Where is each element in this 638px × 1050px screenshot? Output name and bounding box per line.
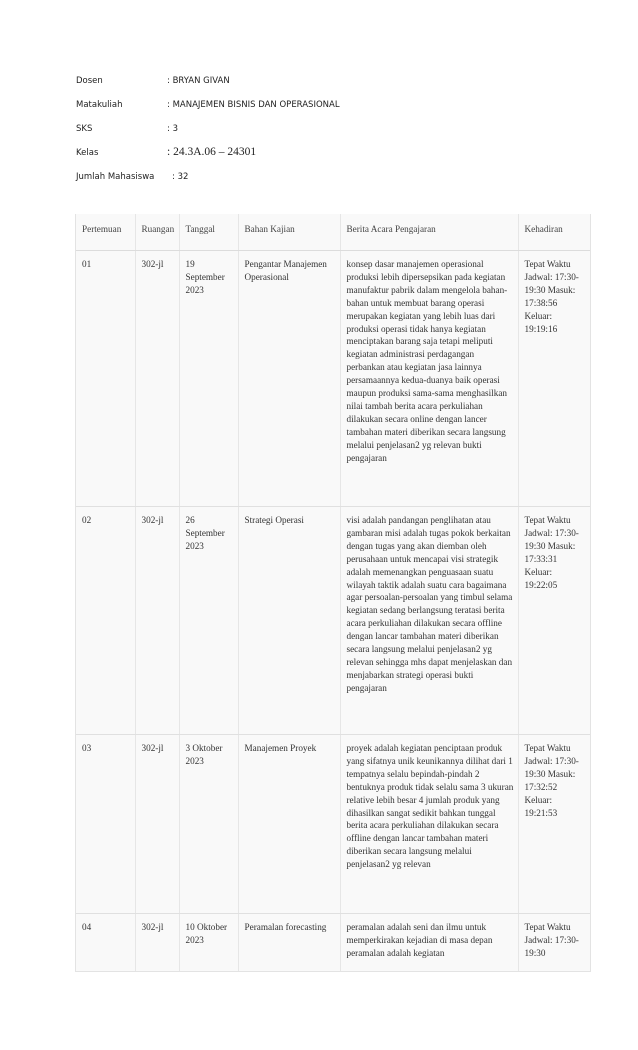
cell-pertemuan: 03	[76, 735, 135, 914]
matakuliah-value: : MANAJEMEN BISNIS DAN OPERASIONAL	[167, 100, 340, 110]
attendance-table-container	[75, 214, 591, 972]
cell-kehadiran: Tepat Waktu Jadwal: 17:30-19:30 Masuk: 17:32:52 Keluar: 19:21:53	[518, 735, 590, 914]
cell-pertemuan: 02	[76, 507, 135, 735]
table-row	[76, 914, 590, 973]
kelas-label: Kelas	[76, 148, 99, 158]
header-bahan-kajian: Bahan Kajian	[238, 214, 340, 251]
matakuliah-label: Matakuliah	[76, 100, 123, 110]
header-tanggal: Tanggal	[179, 214, 238, 251]
cell-pertemuan: 04	[76, 914, 135, 973]
header-kehadiran: Kehadiran	[518, 214, 590, 251]
dosen-value: : BRYAN GIVAN	[167, 76, 230, 86]
cell-berita-acara: visi adalah pandangan penglihatan atau gambaran misi adalah tugas pokok berkaitan dengan tugas yang akan diemban oleh perusahaan untuk mencapai visi strategik adalah memenangkan penguasaan suatu wilayah taktik adalah suatu cara bagaimana agar persoalan-persoalan yang timbul selama kegiatan sedang berlangsung teratasi berita acara perkuliahan dilakukan secara offline dengan lancar tambahan materi diberikan secara langsung melalui penjelasan2 yg relevan sehingga mhs dapat menjelaskan dan menjabarkan strategi operasi bukti pengajaran	[340, 507, 518, 735]
cell-ruangan: 302-jl	[135, 735, 179, 914]
cell-ruangan: 302-jl	[135, 251, 179, 507]
header-ruangan: Ruangan	[135, 214, 179, 251]
cell-bahan-kajian: Peramalan forecasting	[238, 914, 340, 973]
cell-kehadiran: Tepat Waktu Jadwal: 17:30-19:30	[518, 914, 590, 973]
attendance-table	[76, 214, 590, 972]
cell-kehadiran: Tepat Waktu Jadwal: 17:30-19:30 Masuk: 17:33:31 Keluar: 19:22:05	[518, 507, 590, 735]
table-row	[76, 251, 590, 507]
cell-tanggal: 19 September 2023	[179, 251, 238, 507]
header-pertemuan: Pertemuan	[76, 214, 135, 251]
kelas-value: : 24.3A.06 – 24301	[167, 146, 257, 158]
cell-bahan-kajian: Strategi Operasi	[238, 507, 340, 735]
table-row	[76, 507, 590, 735]
sks-label: SKS	[76, 124, 93, 134]
cell-tanggal: 10 Oktober 2023	[179, 914, 238, 973]
cell-tanggal: 26 September 2023	[179, 507, 238, 735]
cell-berita-acara: proyek adalah kegiatan penciptaan produk yang sifatnya unik keunikannya dilihat dari 1 tempatnya selalu bepindah-pindah 2 bentuknya produk tidak selalu sama 3 ukuran relative lebih besar 4 jumlah produk yang dihasilkan sangat sedikit bahkan tunggal berita acara perkuliahan dilakukan secara offline dengan lancar tambahan materi diberikan secara langsung melalui penjelasan2 yg relevan	[340, 735, 518, 914]
cell-pertemuan: 01	[76, 251, 135, 507]
cell-kehadiran: Tepat Waktu Jadwal: 17:30-19:30 Masuk: 17:38:56 Keluar: 19:19:16	[518, 251, 590, 507]
cell-ruangan: 302-jl	[135, 507, 179, 735]
cell-bahan-kajian: Pengantar Manajemen Operasional	[238, 251, 340, 507]
jumlah-label: Jumlah Mahasiswa	[76, 172, 155, 182]
cell-bahan-kajian: Manajemen Proyek	[238, 735, 340, 914]
dosen-label: Dosen	[76, 76, 103, 86]
header-berita-acara: Berita Acara Pengajaran	[340, 214, 518, 251]
cell-ruangan: 302-jl	[135, 914, 179, 973]
jumlah-value: : 32	[172, 172, 189, 182]
cell-berita-acara: peramalan adalah seni dan ilmu untuk memperkirakan kejadian di masa depan peramalan adalah kegiatan	[340, 914, 518, 973]
sks-value: : 3	[167, 124, 178, 134]
table-row	[76, 735, 590, 914]
table-header-row	[76, 214, 590, 251]
cell-tanggal: 3 Oktober 2023	[179, 735, 238, 914]
cell-berita-acara: konsep dasar manajemen operasional produksi lebih dipersepsikan pada kegiatan manufaktur pabrik dalam mengelola bahan-bahan untuk membuat barang operasi merupakan kegiatan yang lebih luas dari produksi operasi tidak hanya kegiatan menciptakan barang saja tetapi meliputi kegiatan administrasi perdagangan perbankan atau kegiatan jasa lainnya persamaannya kedua-duanya baik operasi maupun produksi sama-sama menghasilkan nilai tambah berita acara perkuliahan dilakukan secara online dengan lancer tambahan materi diberikan secara langsung melalui penjelasan2 yg relevan bukti pengajaran	[340, 251, 518, 507]
